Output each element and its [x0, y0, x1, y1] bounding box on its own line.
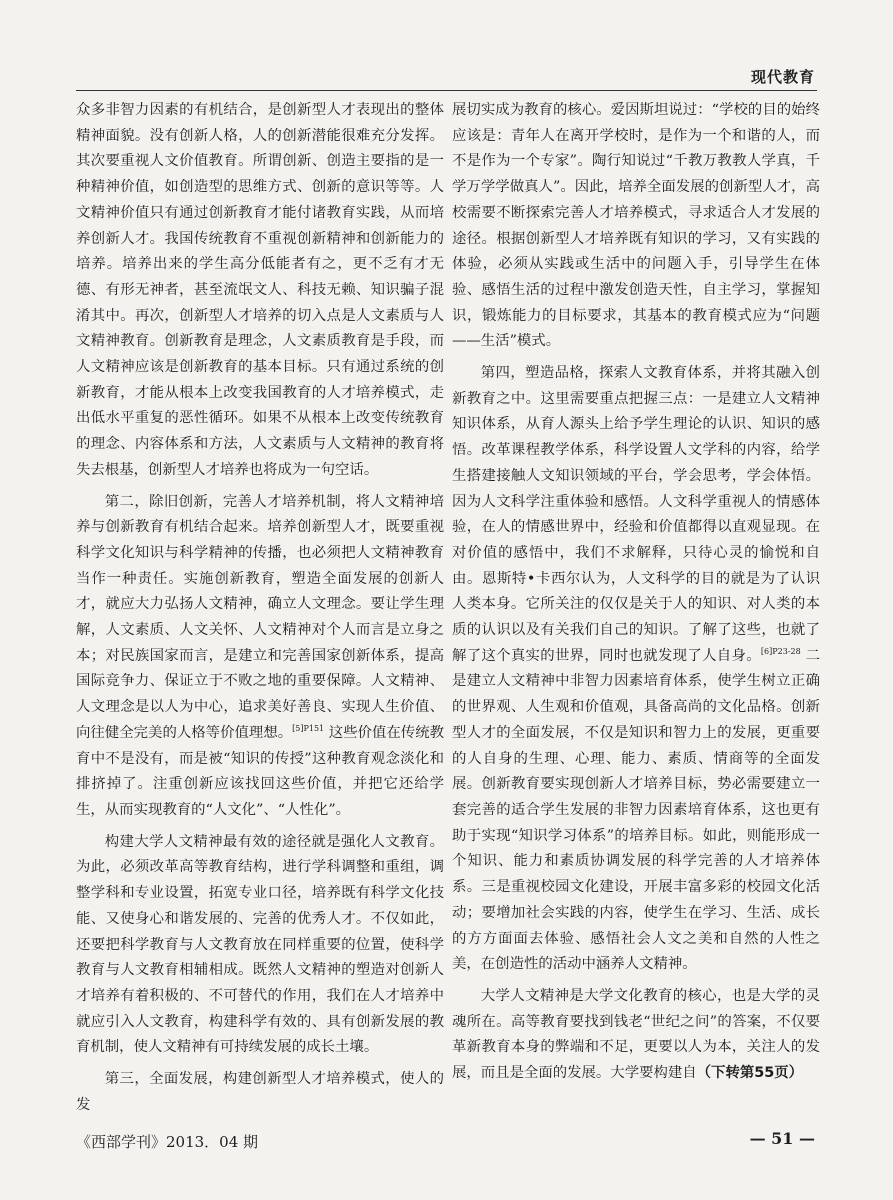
paragraph: 众多非智力因素的有机结合，是创新型人才表现出的整体精神面貌。没有创新人格，人的创新潜能很难充分发挥。其次要重视人文价值教育。所谓创新、创造主要指的是一种精神价值，如创造型的思维方式、创新的意识等等。人文精神价值只有通过创新教育才能付诸教育实践，从而培养创新人才。我国传统教育不重视创新精神和创新能力的培养。培养出来的学生高分低能者有之，更不乏有才无德、有形无神者，甚至流氓文人、科技无赖、知识骗子混淆其中。再次，创新型人才培养的切入点是人文素质与人文精神教育。创新教育是理念，人文素质教育是手段，而人文精神应该是创新教育的基本目标。只有通过系统的创新教育，才能从根本上改变我国教育的人才培养模式，走出低水平重复的恶性循环。如果不从根本上改变传统教育的理念、内容体系和方法，人文素质与人文精神的教育将失去根基，创新型人才培养也将成为一句空话。 [76, 102, 444, 478]
left-column [76, 98, 444, 1118]
paragraph: 展切实成为教育的核心。爱因斯坦说过：“学校的目的始终应该是：青年人在离开学校时，是作为一个和谐的人，而不是作为一个专家”。陶行知说过“千教万教教人学真，千学万学学做真人”。因此，培养全面发展的创新型人才，高校需要不断探索完善人才培养模式，寻求适合人才发展的途径。根据创新型人才培养既有知识的学习，又有实践的体验，必须从实践或生活中的问题入手，引导学生在体验、感悟生活的过程中激发创造天性，自主学习，掌握知识，锻炼能力的目标要求，其基本的教育模式应为“问题——生活”模式。 [452, 102, 820, 350]
paragraph [452, 984, 820, 1087]
paragraph-text: 二是建立人文精神中非智力因素培育体系，使学生树立正确的世界观、人生观和价值观，具备高尚的文化品格。创新型人才的全面发展，不仅是知识和智力上的发展，更重要的人自身的生理、心理、能力、素质、情商等的全面发展。创新教育要实现创新人才培养目标，势必需要建立一套完善的适合学生发展的非智力因素培育体系，这也更有助于实现“知识学习体系”的培养目标。如此，则能形成一个知识、能力和素质协调发展的科学完善的人才培养体系。三是重视校园文化建设，开展丰富多彩的校园文化活动；要增加社会实践的内容，使学生在学习、生活、成长的方方面面去体验、感悟社会人文之美和自然的人性之美，在创造性的活动中涵养人文精神。 [452, 647, 820, 973]
paragraph: 构建大学人文精神最有效的途径就是强化人文教育。为此，必须改革高等教育结构，进行学科调整和重组，调整学科和专业设置，拓宽专业口径，培养既有科学文化技能、又使身心和谐发展的、完善的优秀人才。不仅如此，还要把科学教育与人文教育放在同样重要的位置，使科学教育与人文教育相辅相成。既然人文精神的塑造对创新人才培养有着积极的、不可替代的作用，我们在人才培养中就应引入人文教育，构建科学有效的、具有创新发展的教育机制，使人文精神有可持续发展的成长土壤。 [76, 833, 444, 1056]
paragraph-text: 第二，除旧创新，完善人才培养机制，将人文精神培养与创新教育有机结合起来。培养创新型人才，既要重视科学文化知识与科学精神的传播，也必须把人文精神教育当作一种责任。实施创新教育，塑造全面发展的创新人才，就应大力弘扬人文精神，确立人文理念。要让学生理解，人文素质、人文关怀、人文精神对个人而言是立身之本；对民族国家而言，是建立和完善国家创新体系，提高国际竞争力、保证立于不败之地的重要保障。人文精神、人文理念是以人为中心，追求美好善良、实现人生价值、向往健全完美的人格等价值理想。 [76, 493, 444, 741]
citation: [5]P151 [292, 723, 325, 733]
paragraph [76, 490, 444, 824]
paragraph-text: 大学人文精神是大学文化教育的核心，也是大学的灵魂所在。高等教育要找到钱老“世纪之问”的答案，不仅要革新教育本身的弊端和不足，更要以人为本，关注人的发展，而且是全面的发展。大学要构建自 [452, 987, 820, 1082]
paragraph: 第三，全面发展，构建创新型人才培养模式，使人的发 [76, 1071, 444, 1113]
right-column [452, 98, 820, 1118]
page-number: — 51 — [749, 1129, 815, 1148]
paragraph [452, 361, 820, 978]
paragraph-text: 第四，塑造品格，探索人文教育体系，并将其融入创新教育之中。这里需要重点把握三点：一是建立人文精神知识体系，从育人源头上给予学生理论的认识、知识的感悟。改革课程教学体系，科学设置人文学科的内容，给学生搭建接触人文知识领域的平台，学会思考，学会体悟。因为人文科学注重体验和感悟。人文科学重视人的情感体验，在人的情感世界中，经验和价值都得以直观显现。在对价值的感悟中，我们不求解释，只待心灵的愉悦和自由。恩斯特•卡西尔认为，人文科学的目的就是为了认识人类本身。它所关注的仅仅是关于人的知识、对人类的本质的认识以及有关我们自己的知识。了解了这些，也就了解了这个真实的世界，同时也就发现了人自身。 [452, 365, 820, 664]
continued-note: （下转第55页） [696, 1065, 804, 1082]
journal-issue: 《西部学刊》2013．04 期 [76, 1133, 259, 1151]
paragraph-text: 这些价值在传统教育中不是没有，而是被“知识的传授”这种教育观念淡化和排挤掉了。注重创新应该找回这些价值，并把它还给学生，从而实现教育的“人文化”、“人性化”。 [76, 724, 444, 818]
running-header-title: 现代教育 [750, 68, 815, 86]
header-divider [76, 90, 817, 91]
citation: [6]P23-28 [760, 646, 801, 656]
